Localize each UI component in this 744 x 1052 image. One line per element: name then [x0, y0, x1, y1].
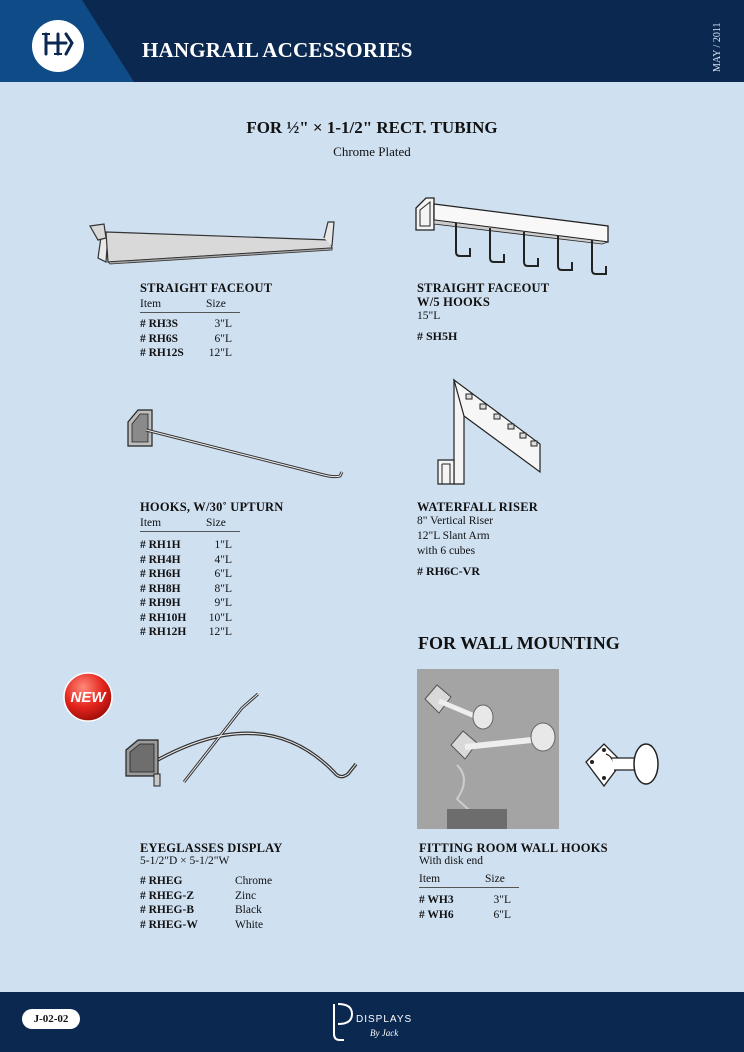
table-header: [140, 298, 240, 313]
table-row: # RHEG Chrome: [140, 875, 273, 887]
table-row: # RH3S 3"L: [140, 318, 232, 330]
waterfall-riser-desc: 8" Vertical Riser 12"L Slant Arm with 6 cubes: [417, 515, 494, 557]
upturn-hooks-title: HOOKS, W/30˚ UPTURN: [140, 500, 284, 514]
waterfall-riser-code: # RH6C-VR: [417, 564, 480, 578]
faceout-hooks-code: # SH5H: [417, 329, 458, 343]
col-item: Item: [140, 298, 162, 310]
table-row: # RH8H 8"L: [140, 582, 232, 595]
col-item: Item: [140, 517, 162, 529]
faceout-hooks-title: STRAIGHT FACEOUT W/5 HOOKS: [417, 281, 550, 309]
new-badge-text: NEW: [70, 689, 106, 706]
table-row: # RH10H 10"L: [140, 611, 232, 624]
page-number: J-02-02: [22, 1009, 80, 1029]
brand-name: DISPLAYS: [356, 1014, 413, 1025]
table-header: [419, 873, 519, 888]
straight-faceout-title: STRAIGHT FACEOUT: [140, 281, 273, 295]
eyeglasses-dims: 5-1/2"D × 5-1/2"W: [140, 855, 230, 867]
eyeglasses-table: [140, 874, 300, 932]
waterfall-riser-title: WATERFALL RISER: [417, 500, 538, 514]
wall-hook-diagram: [582, 716, 668, 804]
table-row: # RH6S 6"L: [140, 332, 232, 345]
upturn-hooks-table: [140, 517, 240, 640]
table-row: # RH12S 12"L: [140, 347, 232, 359]
table-row: # RHEG-B Black: [140, 904, 262, 916]
brand-logo: [330, 998, 420, 1042]
table-row: # RH6H 6"L: [140, 568, 232, 580]
col-item: Item: [419, 873, 441, 885]
faceout-hooks-image: [412, 194, 617, 278]
faceout-hooks-size: 15"L: [417, 310, 441, 322]
section-title-rect-tubing: FOR ½" × 1-1/2" RECT. TUBING: [246, 118, 498, 137]
eyeglasses-display-image: [124, 690, 364, 806]
col-size: Size: [206, 298, 226, 310]
upturn-hook-image: [124, 402, 346, 486]
wall-hooks-desc: With disk end: [419, 855, 484, 867]
table-row: # RH4H 4"L: [140, 553, 232, 566]
table-row: # RH1H 1"L: [140, 539, 232, 551]
col-size: Size: [485, 873, 505, 885]
table-row: # WH6 6"L: [419, 908, 511, 921]
hangrail-logo-icon: [32, 20, 84, 72]
table-header: [140, 517, 240, 532]
page-title: HANGRAIL ACCESSORIES: [142, 38, 413, 62]
straight-faceout-table: [140, 298, 240, 361]
table-row: # RH9H 9"L: [140, 597, 232, 609]
wall-hooks-title: FITTING ROOM WALL HOOKS: [419, 841, 608, 855]
table-row: # RHEG-W White: [140, 918, 264, 931]
section-subtitle: Chrome Plated: [333, 144, 411, 159]
wall-hooks-photo: [417, 669, 559, 829]
table-row: # RH12H 12"L: [140, 626, 232, 638]
col-size: Size: [206, 517, 226, 529]
date-label: MAY / 2011: [712, 22, 723, 72]
table-row: # RHEG-Z Zinc: [140, 889, 257, 902]
eyeglasses-title: EYEGLASSES DISPLAY: [140, 841, 283, 855]
wall-hooks-table: [419, 873, 519, 922]
brand-tagline: By Jack: [370, 1028, 399, 1038]
table-row: # WH3 3"L: [419, 894, 511, 906]
waterfall-riser-image: [432, 376, 548, 488]
section-title-wall-mounting: FOR WALL MOUNTING: [418, 633, 620, 653]
straight-faceout-image: [84, 218, 344, 266]
hangrail-logo: [32, 20, 84, 72]
new-badge: [62, 671, 114, 723]
